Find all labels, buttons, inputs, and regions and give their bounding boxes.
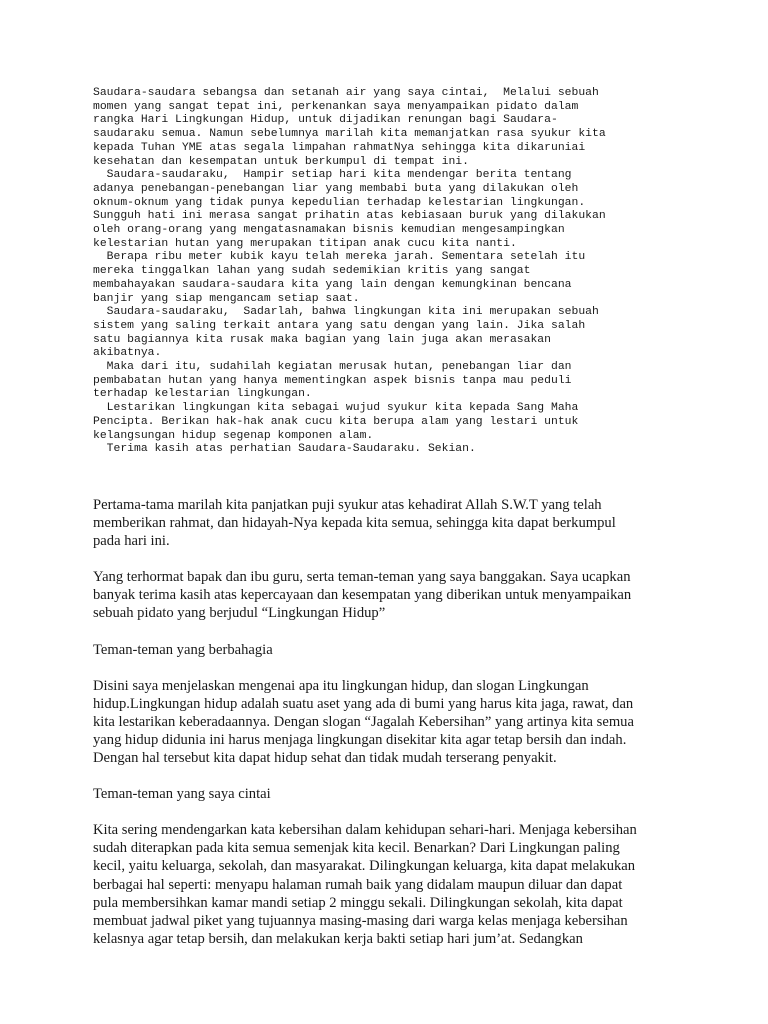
text-line: akibatnya. (93, 347, 162, 360)
text-line: kelestarian hutan yang merupakan titipan anak cucu kita nanti. (93, 237, 517, 250)
text-line: berbagai hal seperti: menyapu halaman rumah baik yang didalam maupun diluar dan dapat (93, 876, 623, 893)
text-line: sebuah pidato yang berjudul “Lingkungan Hidup” (93, 605, 386, 622)
paragraph (93, 821, 693, 948)
text-line: oleh orang-orang yang mengatasnamakan bisnis kemudian mengesampingkan (93, 224, 565, 237)
text-line: kita lestarikan keberadaannya. Dengan slogan “Jagalah Kebersihan” yang artinya kita semua (93, 713, 634, 730)
text-line: Pencipta. Berikan hak-hak anak cucu kita berupa alam yang lestari untuk (93, 415, 579, 428)
text-line: pembabatan hutan yang hanya mementingkan aspek bisnis tanpa mau peduli (93, 374, 572, 387)
text-line: pula membersihkan kamar mandi setiap 2 minggu sekali. Dilingkungan sekolah, kita dapat (93, 894, 623, 911)
text-line: Saudara-saudaraku, Sadarlah, bahwa lingkungan kita ini merupakan sebuah (93, 306, 599, 319)
text-line: oknum-oknum yang tidak punya kepedulian terhadap kelestarian lingkungan. (93, 196, 586, 209)
text-line: rangka Hari Lingkungan Hidup, untuk dijadikan renungan bagi Saudara- (93, 114, 558, 127)
text-line: sudah diterapkan pada kita semua semenjak kita kecil. Benarkan? Dari Lingkungan paling (93, 840, 620, 857)
text-line: Dengan hal tersebut kita dapat hidup sehat dan tidak mudah terserang penyakit. (93, 750, 557, 767)
text-line: banjir yang siap mengancam setiap saat. (93, 292, 360, 305)
text-line: hidup.Lingkungan hidup adalah suatu aset yang ada di bumi yang harus kita jaga, rawat, dan (93, 695, 634, 712)
text-line: saudaraku semua. Namun sebelumnya marilah kita memanjatkan rasa syukur kita (93, 128, 606, 141)
text-line: Teman-teman yang berbahagia (93, 641, 273, 658)
text-line: kesehatan dan kesempatan untuk berkumpul di tempat ini. (93, 155, 469, 168)
text-line: Berapa ribu meter kubik kayu telah mereka jarah. Sementara setelah itu (93, 251, 586, 264)
text-line: Yang terhormat bapak dan ibu guru, serta teman-teman yang saya banggakan. Saya ucapkan (93, 569, 631, 586)
text-line: Kita sering mendengarkan kata kebersihan dalam kehidupan sehari-hari. Menjaga kebersihan (93, 822, 637, 839)
paragraph (93, 568, 693, 622)
text-line: memberikan rahmat, dan hidayah-Nya kepada kita semua, sehingga kita dapat berkumpul (93, 515, 616, 532)
text-line: kecil, yaitu keluarga, sekolah, dan masyarakat. Dilingkungan keluarga, kita dapat melakukan (93, 858, 636, 875)
serif-speech-text (93, 496, 693, 966)
text-line: membahayakan saudara-saudara kita yang lain dengan kemungkinan bencana (93, 278, 572, 291)
paragraph (93, 641, 693, 659)
text-line: Lestarikan lingkungan kita sebagai wujud syukur kita kepada Sang Maha (93, 402, 579, 415)
text-line: adanya penebangan-penebangan liar yang membabi buta yang dilakukan oleh (93, 182, 579, 195)
paragraph (93, 785, 693, 803)
text-line: Sungguh hati ini merasa sangat prihatin atas kebiasaan buruk yang dilakukan (93, 210, 606, 223)
text-line: membuat jadwal piket yang tujuannya masing-masing dari warga kelas menjaga kebersihan (93, 912, 628, 929)
text-line: banyak terima kasih atas kepercayaan dan kesempatan yang diberikan untuk menyampaikan (93, 587, 632, 604)
text-line: sistem yang saling terkait antara yang satu dengan yang lain. Jika salah (93, 319, 586, 332)
text-line: Saudara-saudara sebangsa dan setanah air yang saya cintai, Melalui sebuah (93, 87, 599, 99)
text-line: pada hari ini. (93, 533, 170, 550)
text-line: yang hidup didunia ini harus menjaga lingkungan disekitar kita agar tetap bersih dan indah. (93, 731, 627, 748)
text-line: momen yang sangat tepat ini, perkenankan saya menyampaikan pidato dalam (93, 100, 579, 113)
text-line: Saudara-saudaraku, Hampir setiap hari kita mendengar berita tentang (93, 169, 572, 182)
monospace-speech-text (93, 87, 693, 457)
paragraph (93, 496, 693, 550)
text-line: Teman-teman yang saya cintai (93, 786, 271, 803)
text-line: Pertama-tama marilah kita panjatkan puji syukur atas kehadirat Allah S.W.T yang telah (93, 497, 602, 513)
text-line: Maka dari itu, sudahilah kegiatan merusak hutan, penebangan liar dan (93, 361, 572, 374)
text-line: Disini saya menjelaskan mengenai apa itu lingkungan hidup, dan slogan Lingkungan (93, 677, 589, 694)
text-line: mereka tinggalkan lahan yang sudah sedemikian kritis yang sangat (93, 265, 531, 278)
text-line: satu bagiannya kita rusak maka bagian yang lain juga akan merasakan (93, 333, 551, 346)
text-line: kelasnya agar tetap bersih, dan melakukan kerja bakti setiap hari jum’at. Sedangkan (93, 930, 583, 947)
text-line: kepada Tuhan YME atas segala limpahan rahmatNya sehingga kita dikaruniai (93, 141, 586, 154)
text-line: Terima kasih atas perhatian Saudara-Saudaraku. Sekian. (93, 443, 476, 456)
text-line: kelangsungan hidup segenap komponen alam. (93, 429, 374, 442)
paragraph (93, 677, 693, 767)
text-line: terhadap kelestarian lingkungan. (93, 388, 312, 401)
